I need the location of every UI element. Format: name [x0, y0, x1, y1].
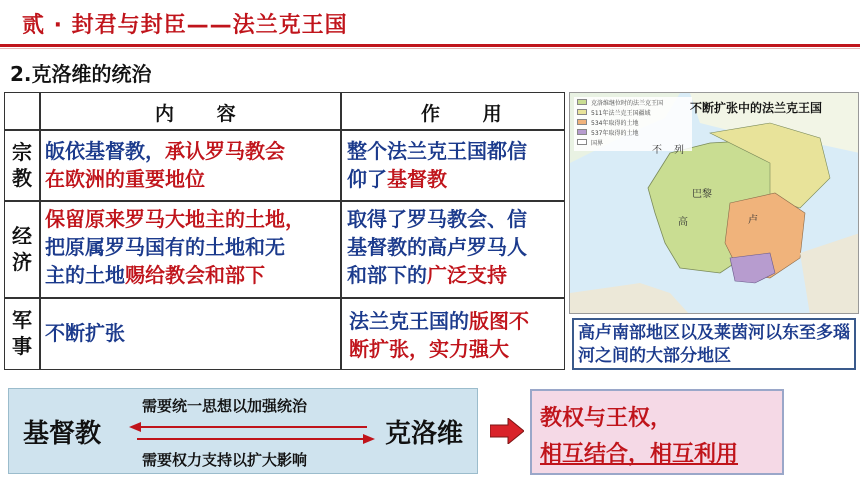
military-effect [349, 307, 563, 363]
text-span: 在欧洲的重要地位 [45, 167, 205, 191]
right-arrow-icon [490, 418, 524, 444]
legend-item [574, 107, 692, 117]
map-label-paris: 巴黎 [692, 189, 712, 200]
header-rule-thin [0, 48, 860, 49]
text-span: 法兰克王国的 [349, 309, 469, 333]
map-label-bu: 不 [652, 145, 662, 156]
legend-item [574, 97, 692, 107]
section-title: 2.克洛维的统治 [10, 62, 152, 86]
economy-effect [347, 205, 561, 289]
slide-title: 贰 · 封君与封臣——法兰克王国 [22, 13, 348, 38]
text-span: 和部下的 [347, 263, 427, 287]
row-head-military: 军 事 [12, 308, 32, 358]
header-rule [0, 44, 860, 47]
text-span: 整个法兰克王国都信 [347, 139, 527, 163]
conclusion-box [530, 389, 784, 475]
text-span: 仰了 [347, 167, 387, 191]
legend-swatch [577, 99, 587, 105]
frankish-kingdom-map [569, 92, 859, 314]
legend-label: 534年取得的土地 [591, 119, 639, 127]
text-span: 主的土地 [45, 263, 125, 287]
text-span: 取得了罗马教会、信 [347, 207, 527, 231]
conclusion-line-2: 相互结合，相互利用 [540, 442, 739, 467]
legend-swatch [577, 129, 587, 135]
text-span: 承认罗马教会 [165, 139, 285, 163]
legend-label: 克洛维继位时的法兰克王国 [591, 99, 664, 107]
header-effect: 作 用 [421, 103, 520, 125]
table-divider [5, 129, 564, 131]
legend-swatch [577, 139, 587, 145]
rule-table [4, 92, 565, 370]
economy-content [45, 205, 341, 289]
table-divider [39, 93, 41, 369]
conclusion-line-1: 教权与王权， [540, 406, 673, 431]
legend-swatch [577, 109, 587, 115]
legend-item [574, 117, 692, 127]
legend-item [574, 127, 692, 137]
text-span: 断扩张，实力强大 [349, 337, 509, 361]
legend-swatch [577, 119, 587, 125]
christianity-label: 基督教 [23, 419, 102, 449]
top-relation-text: 需要统一思想以加强统治 [142, 397, 308, 415]
text-span: 版图不 [469, 309, 529, 333]
map-label-gao: 高 [678, 217, 688, 228]
map-caption: 高卢南部地区以及莱茵河以东至多瑙河之间的大部分地区 [572, 318, 856, 370]
text-span: 广泛支持 [427, 263, 507, 287]
map-label-lu: 卢 [748, 215, 758, 226]
row-head-economy: 经 济 [12, 224, 32, 274]
legend-label: 537年取得的土地 [591, 129, 639, 137]
religion-content [45, 137, 337, 193]
map-title: 不断扩张中的法兰克王国 [690, 101, 823, 115]
map-label-lie: 列 [674, 145, 684, 156]
text-span: 赐给教会和部下 [125, 263, 265, 287]
row-head-religion: 宗 教 [12, 140, 32, 190]
text-span: 把原属罗马国有的土地和无 [45, 235, 285, 259]
text-span: 皈依基督教， [45, 139, 165, 163]
religion-effect [347, 137, 561, 193]
double-arrow-icon [127, 419, 377, 449]
military-content: 不断扩张 [45, 321, 125, 345]
table-divider [5, 297, 564, 299]
text-span: 基督教的高卢罗马人 [347, 235, 527, 259]
table-divider [5, 200, 564, 202]
slide-header [0, 0, 860, 50]
relation-box [8, 388, 478, 474]
legend-label: 511年法兰克王国疆域 [591, 109, 651, 117]
legend-label: 国界 [591, 139, 604, 147]
text-span: 保留原来罗马大地主的土地， [45, 207, 305, 231]
clovis-label: 克洛维 [384, 419, 463, 449]
text-span: 基督教 [387, 167, 447, 191]
header-content: 内 容 [155, 103, 254, 125]
bottom-relation-text: 需要权力支持以扩大影响 [142, 451, 308, 469]
